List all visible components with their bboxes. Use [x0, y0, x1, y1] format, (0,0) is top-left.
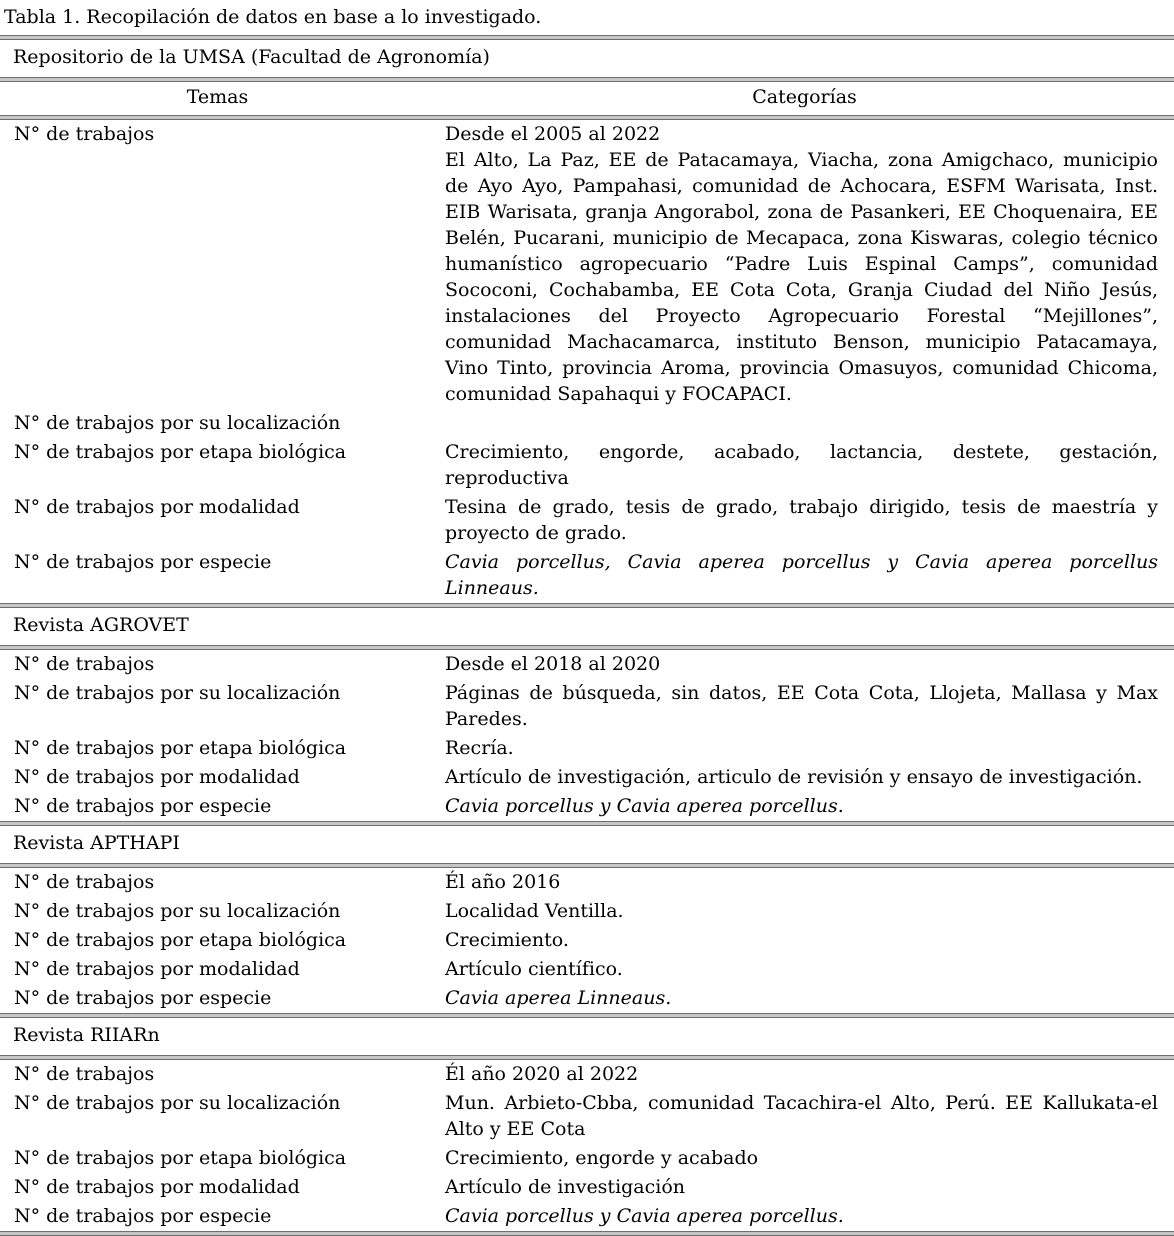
table-row — [0, 734, 1174, 763]
categoria-cell — [435, 1061, 1174, 1087]
categoria-paragraph: Crecimiento, engorde, acabado, lactancia, destete, gestación, reproductiva — [445, 441, 1158, 489]
tema-cell: N° de trabajos por especie — [14, 987, 272, 1009]
tema-cell: N° de trabajos — [14, 653, 155, 675]
table-caption: Tabla 1. Recopilación de datos en base a lo investigado. — [4, 6, 542, 28]
tema-cell: N° de trabajos por modalidad — [14, 958, 300, 980]
table-row — [0, 679, 1174, 734]
categoria-cell — [435, 1090, 1174, 1142]
categoria-paragraph: Desde el 2018 al 2020 — [445, 653, 661, 675]
tema-cell: N° de trabajos por modalidad — [14, 766, 300, 788]
section-header-label: Revista APTHAPI — [13, 832, 180, 854]
tema-cell: N° de trabajos — [14, 123, 155, 145]
categoria-cell — [435, 956, 1174, 982]
tema-cell: N° de trabajos por su localización — [14, 682, 341, 704]
categoria-cell — [435, 439, 1174, 491]
table-row — [0, 1060, 1174, 1089]
categoria-cell — [435, 927, 1174, 953]
table-row — [0, 897, 1174, 926]
table-row — [0, 955, 1174, 984]
categoria-paragraph: Mun. Arbieto-Cbba, comunidad Tacachira-el Alto, Perú. EE Kallukata-el Alto y EE Cota — [445, 1092, 1158, 1140]
tema-cell: N° de trabajos por especie — [14, 551, 272, 573]
categoria-paragraph: Él año 2016 — [445, 871, 561, 893]
categoria-cell — [435, 735, 1174, 761]
categoria-paragraph: Artículo de investigación, articulo de revisión y ensayo de investigación. — [445, 766, 1143, 788]
table-row — [0, 1144, 1174, 1173]
table-row — [0, 120, 1174, 409]
data-table — [0, 40, 1174, 1236]
categoria-cell — [435, 764, 1174, 790]
column-header-categorias: Categorías — [752, 86, 857, 108]
tema-cell: N° de trabajos por modalidad — [14, 1176, 300, 1198]
categoria-paragraph: Cavia porcellus y Cavia aperea porcellus. — [445, 1205, 844, 1227]
tema-cell: N° de trabajos por etapa biológica — [14, 441, 347, 463]
categoria-paragraph: Páginas de búsqueda, sin datos, EE Cota Cota, Llojeta, Mallasa y Max Paredes. — [445, 682, 1158, 730]
table-row — [0, 493, 1174, 548]
categoria-cell — [435, 1203, 1174, 1229]
categoria-paragraph: Crecimiento. — [445, 929, 569, 951]
section-header-label: Repositorio de la UMSA (Facultad de Agronomía) — [13, 46, 490, 68]
tema-cell: N° de trabajos — [14, 871, 155, 893]
section-header-row — [0, 608, 1174, 645]
table-row — [0, 984, 1174, 1013]
section-header-row — [0, 826, 1174, 863]
tema-cell: N° de trabajos por especie — [14, 1205, 272, 1227]
table-row — [0, 409, 1174, 438]
column-header-temas: Temas — [186, 86, 249, 108]
section-header-row — [0, 1018, 1174, 1055]
table-row — [0, 438, 1174, 493]
categoria-paragraph: Artículo científico. — [445, 958, 623, 980]
table-row — [0, 1173, 1174, 1202]
tema-cell: N° de trabajos por su localización — [14, 900, 341, 922]
categoria-paragraph: Artículo de investigación — [445, 1176, 686, 1198]
categoria-cell — [435, 869, 1174, 895]
categoria-cell — [435, 680, 1174, 732]
tema-cell: N° de trabajos por su localización — [14, 412, 341, 434]
tema-cell: N° de trabajos por modalidad — [14, 496, 300, 518]
categoria-paragraph: Cavia porcellus, Cavia aperea porcellus y Cavia aperea porcellus Linneaus. — [445, 551, 1158, 599]
tema-cell: N° de trabajos por su localización — [14, 1092, 341, 1114]
section-header-label: Revista RIIARn — [13, 1024, 160, 1046]
categoria-cell — [435, 549, 1174, 601]
table-row — [0, 763, 1174, 792]
categoria-paragraph: Desde el 2005 al 2022 — [445, 123, 661, 145]
table-row — [0, 792, 1174, 821]
tema-cell: N° de trabajos por especie — [14, 795, 272, 817]
categoria-paragraph: Recría. — [445, 737, 514, 759]
categoria-cell — [435, 985, 1174, 1011]
categoria-paragraph: El Alto, La Paz, EE de Patacamaya, Viacha, zona Amigchaco, municipio de Ayo Ayo, Pampahasi, comunidad de Achocara, ESFM Warisata, Inst. EIB Warisata, granja Angorabol, zona de Pasankeri, EE Choquenaira, EE Belén, Pucarani, municipio de Mecapaca, zona Kiswaras, colegio técnico humanístico agropecuario “Padre Luis Espinal Camps”, comunidad Sococoni, Cochabamba, EE Cota Cota, Granja Ciudad del Niño Jesús, instalaciones del Proyecto Agropecuario Forestal “Mejillones”, comunidad Machacamarca, instituto Benson, municipio Patacamaya, Vino Tinto, provincia Aroma, provincia Omasuyos, comunidad Chicoma, comunidad Sapahaqui y FOCAPACI. — [445, 149, 1158, 405]
categoria-paragraph: Cavia aperea Linneaus. — [445, 987, 672, 1009]
categoria-cell — [435, 121, 1174, 407]
tema-cell: N° de trabajos por etapa biológica — [14, 737, 347, 759]
categoria-cell — [435, 651, 1174, 677]
section-header-label: Revista AGROVET — [13, 614, 189, 636]
table-row — [0, 1089, 1174, 1144]
categoria-cell — [435, 410, 1174, 436]
categoria-paragraph: Crecimiento, engorde y acabado — [445, 1147, 759, 1169]
tema-cell: N° de trabajos por etapa biológica — [14, 929, 347, 951]
categoria-paragraph: Localidad Ventilla. — [445, 900, 624, 922]
categoria-paragraph: Él año 2020 al 2022 — [445, 1063, 639, 1085]
categoria-cell — [435, 494, 1174, 546]
categoria-paragraph: Tesina de grado, tesis de grado, trabajo dirigido, tesis de maestría y proyecto de grado. — [445, 496, 1158, 544]
tema-cell: N° de trabajos — [14, 1063, 155, 1085]
categoria-cell — [435, 1174, 1174, 1200]
column-header-row — [0, 82, 1174, 115]
tema-cell: N° de trabajos por etapa biológica — [14, 1147, 347, 1169]
table-bottom-border — [0, 1231, 1174, 1236]
table-row — [0, 650, 1174, 679]
table-row — [0, 868, 1174, 897]
categoria-cell — [435, 1145, 1174, 1171]
table-row — [0, 548, 1174, 603]
table-row — [0, 926, 1174, 955]
categoria-cell — [435, 898, 1174, 924]
table-row — [0, 1202, 1174, 1231]
section-header-row — [0, 40, 1174, 77]
categoria-cell — [435, 793, 1174, 819]
categoria-paragraph: Cavia porcellus y Cavia aperea porcellus. — [445, 795, 844, 817]
